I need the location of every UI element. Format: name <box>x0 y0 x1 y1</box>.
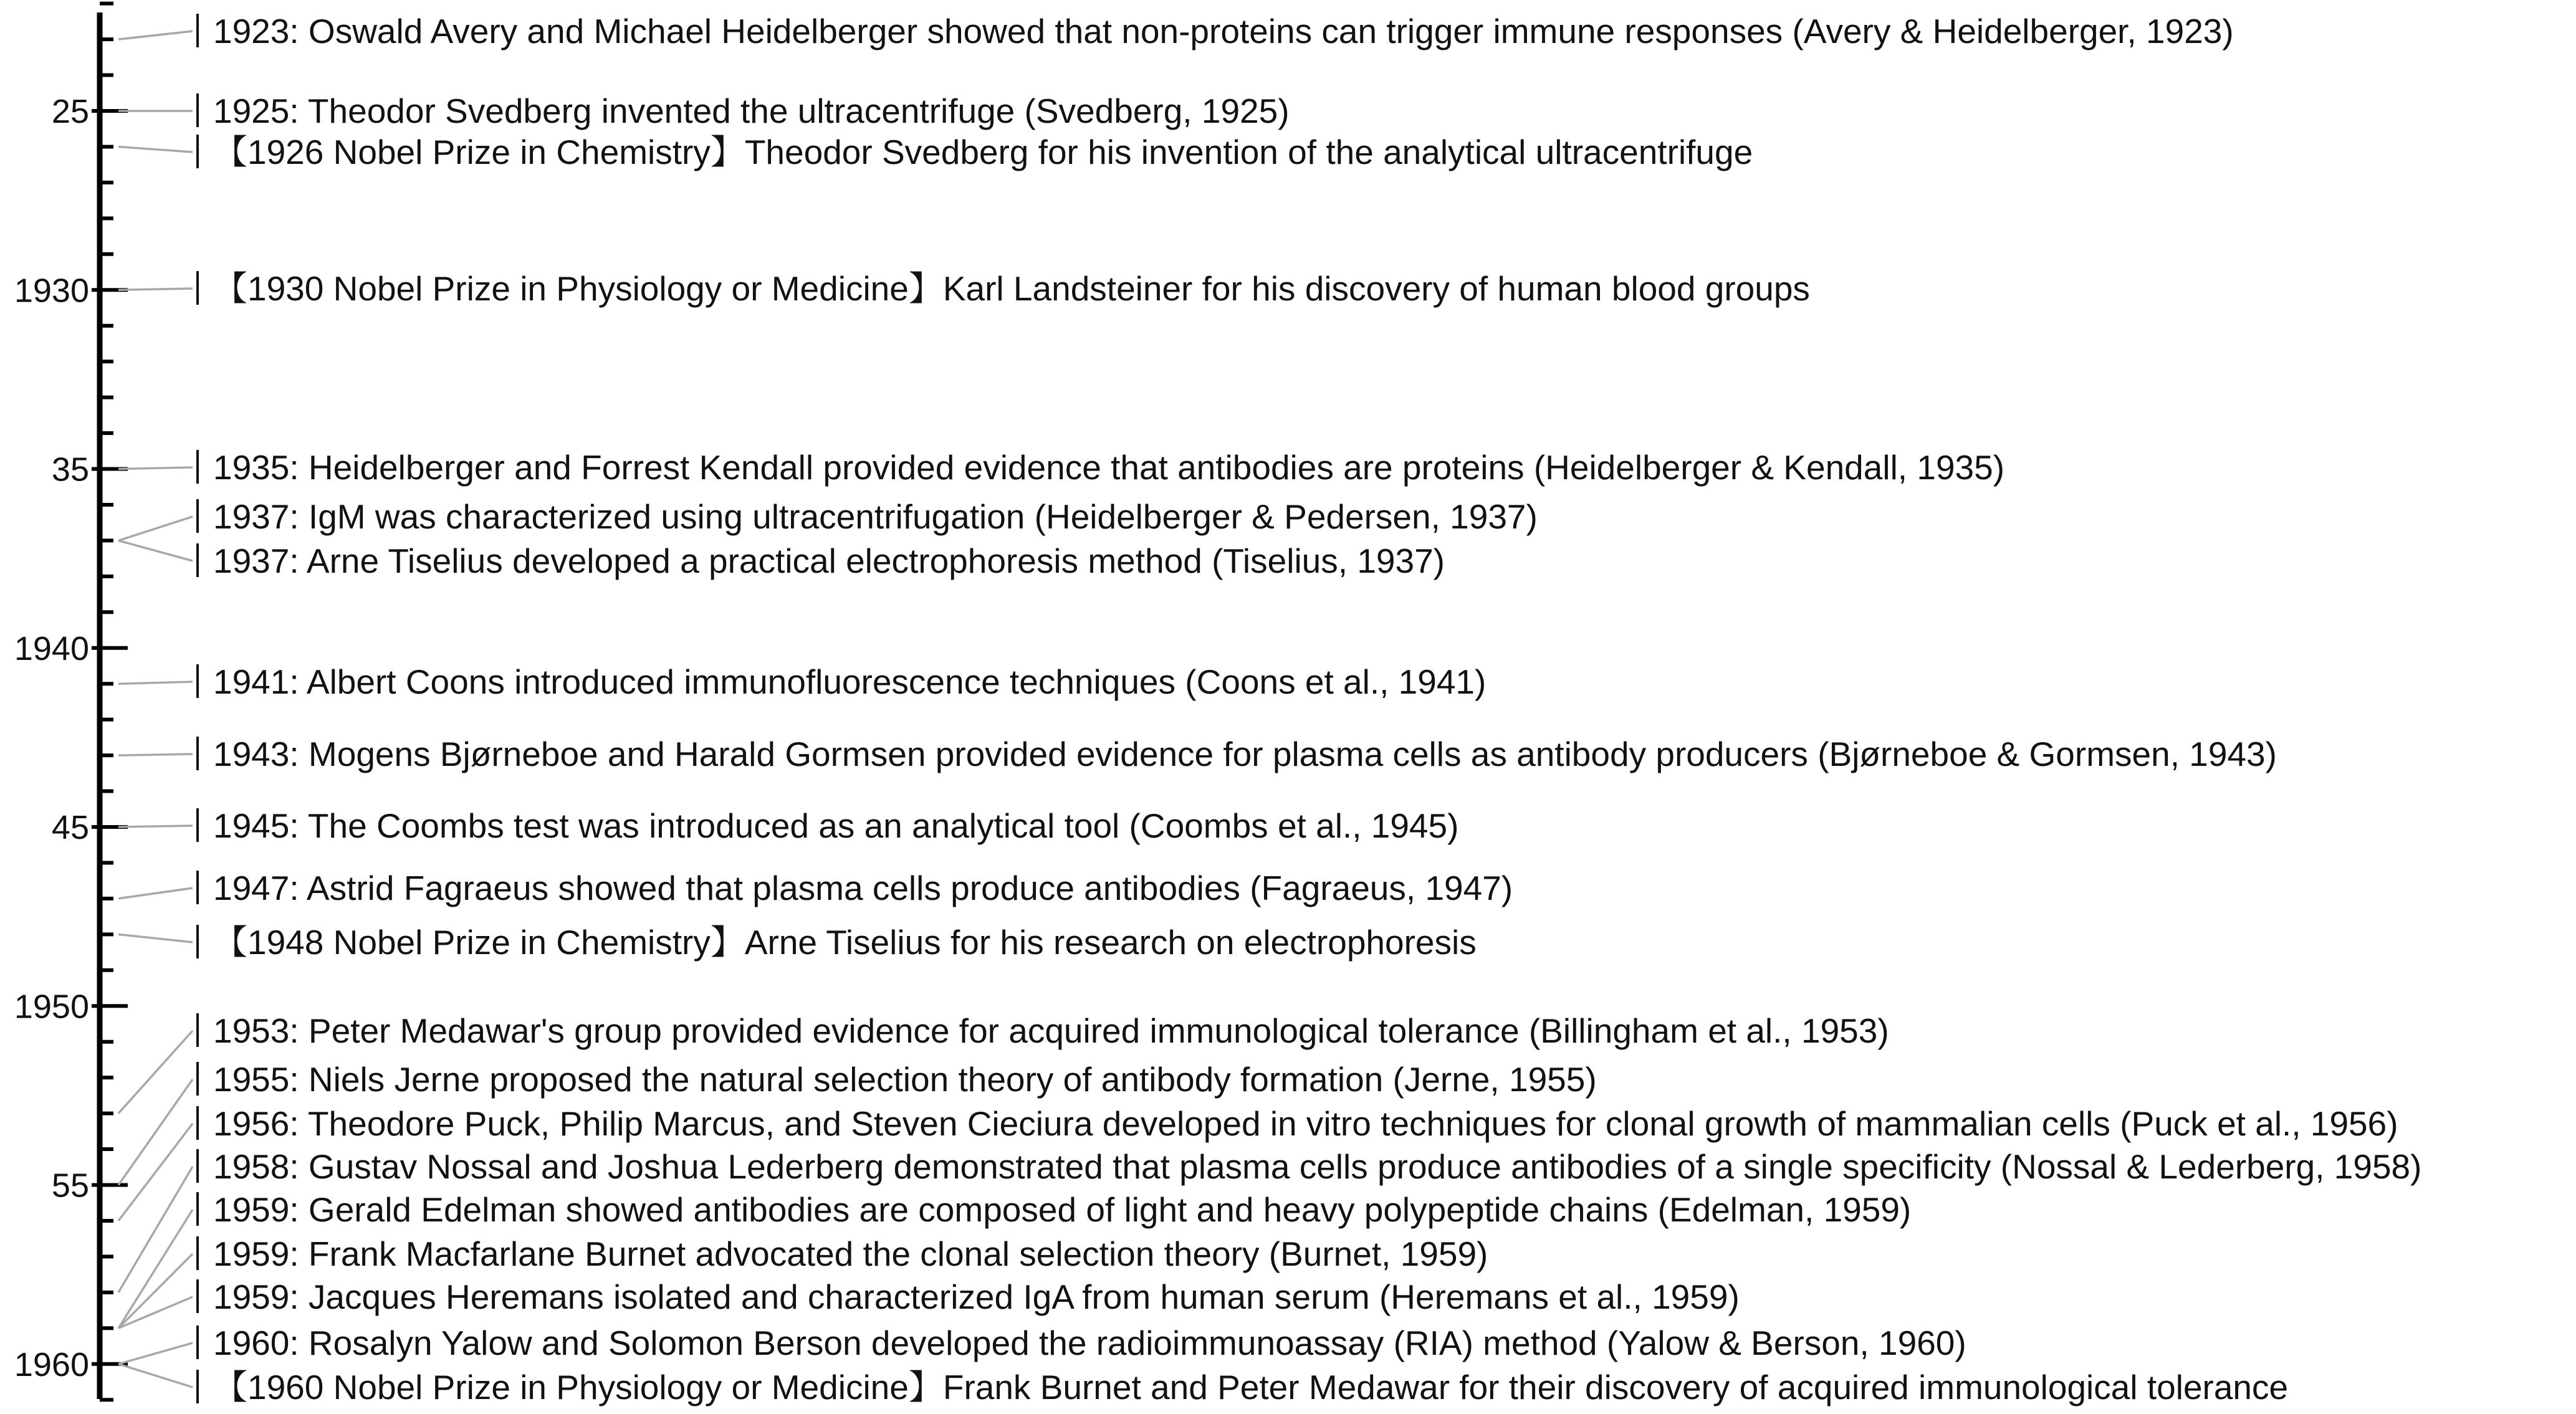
event-leader-12 <box>118 1031 193 1114</box>
event-text-9: 1945: The Coombs test was introduced as an analytical tool (Coombs et al., 1945) <box>213 806 1459 845</box>
event-text-4: 1935: Heidelberger and Forrest Kendall provided evidence that antibodies are proteins (Heidelberger & Kendall, 1935) <box>213 448 2005 487</box>
event-leader-7 <box>118 682 193 684</box>
event-text-12: 1953: Peter Medawar's group provided evidence for acquired immunological tolerance (Billingham et al., 1953) <box>213 1011 1889 1050</box>
event-leader-2 <box>118 146 193 152</box>
event-leader-lines <box>118 31 193 1387</box>
event-leader-11 <box>118 934 193 942</box>
event-text-13: 1955: Niels Jerne proposed the natural selection theory of antibody formation (Jerne, 1955) <box>213 1060 1597 1099</box>
event-text-3: 【1930 Nobel Prize in Physiology or Medicine】Karl Landsteiner for his discovery of human blood groups <box>213 269 1810 308</box>
year-label-1930: 1930 <box>14 272 89 310</box>
year-label-25: 25 <box>51 93 89 130</box>
event-leader-6 <box>118 540 193 561</box>
event-text-19: 1960: Rosalyn Yalow and Solomon Berson developed the radioimmunoassay (RIA) method (Yalow & Berson, 1960) <box>213 1324 1966 1362</box>
event-text-2: 【1926 Nobel Prize in Chemistry】Theodor Svedberg for his invention of the analytical ultracentrifuge <box>213 133 1753 171</box>
year-label-55: 55 <box>51 1167 89 1205</box>
year-label-1940: 1940 <box>14 629 89 667</box>
event-text-8: 1943: Mogens Bjørneboe and Harald Gormsen provided evidence for plasma cells as antibody producers (Bjørneboe & Gormsen, 1943) <box>213 735 2277 773</box>
event-leader-19 <box>118 1343 193 1364</box>
event-leader-13 <box>118 1079 193 1185</box>
event-text-15: 1958: Gustav Nossal and Joshua Lederberg demonstrated that plasma cells produce antibodies of a single specificity (Nossal & Lederberg, 1958) <box>213 1147 2422 1186</box>
event-text-7: 1941: Albert Coons introduced immunofluorescence techniques (Coons et al., 1941) <box>213 662 1487 701</box>
event-list <box>198 12 2421 1407</box>
event-text-11: 【1948 Nobel Prize in Chemistry】Arne Tiselius for his research on electrophoresis <box>213 923 1477 962</box>
event-text-6: 1937: Arne Tiselius developed a practical electrophoresis method (Tiselius, 1937) <box>213 542 1445 580</box>
event-text-17: 1959: Frank Macfarlane Burnet advocated the clonal selection theory (Burnet, 1959) <box>213 1235 1488 1273</box>
event-text-1: 1925: Theodor Svedberg invented the ultracentrifuge (Svedberg, 1925) <box>213 92 1290 130</box>
event-leader-3 <box>118 289 193 290</box>
axis-year-labels <box>14 93 89 1383</box>
year-label-1960: 1960 <box>14 1345 89 1383</box>
event-leader-10 <box>118 888 193 899</box>
year-label-1950: 1950 <box>14 988 89 1026</box>
event-leader-8 <box>118 754 193 755</box>
event-text-16: 1959: Gerald Edelman showed antibodies are composed of light and heavy polypeptide chains (Edelman, 1959) <box>213 1190 1912 1229</box>
event-leader-9 <box>118 826 193 827</box>
event-text-0: 1923: Oswald Avery and Michael Heidelberger showed that non-proteins can trigger immune responses (Avery & Heidelberger, 1923) <box>213 12 2234 50</box>
year-label-35: 35 <box>51 451 89 489</box>
event-leader-4 <box>118 467 193 469</box>
event-text-10: 1947: Astrid Fagraeus showed that plasma cells produce antibodies (Fagraeus, 1947) <box>213 869 1513 907</box>
event-leader-14 <box>118 1124 193 1221</box>
event-leader-18 <box>118 1297 193 1328</box>
year-label-45: 45 <box>51 809 89 846</box>
event-text-5: 1937: IgM was characterized using ultracentrifugation (Heidelberger & Pedersen, 1937) <box>213 497 1538 536</box>
event-text-14: 1956: Theodore Puck, Philip Marcus, and Steven Cieciura developed in vitro techniques for clonal growth of mammalian cells (Puck et al., 1956) <box>213 1104 2398 1143</box>
event-leader-15 <box>118 1167 193 1292</box>
event-leader-17 <box>118 1254 193 1328</box>
event-leader-20 <box>118 1364 193 1387</box>
event-leader-0 <box>118 31 193 39</box>
event-leader-5 <box>118 517 193 540</box>
event-text-20: 【1960 Nobel Prize in Physiology or Medicine】Frank Burnet and Peter Medawar for their discovery of acquired immunological tolerance <box>213 1368 2289 1407</box>
event-text-18: 1959: Jacques Heremans isolated and characterized IgA from human serum (Heremans et al., 1959) <box>213 1278 1740 1316</box>
